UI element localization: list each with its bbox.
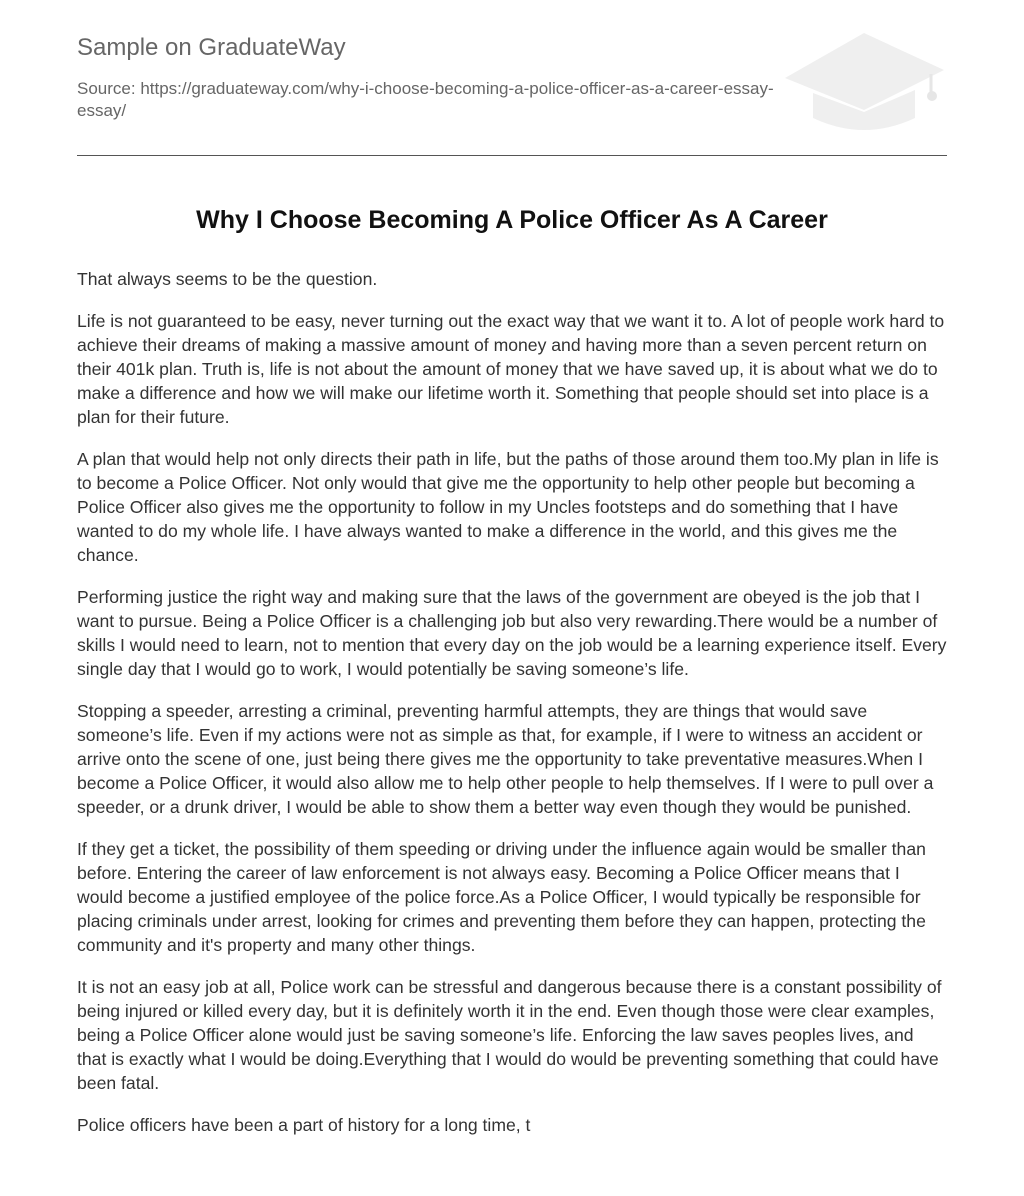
paragraph: If they get a ticket, the possibility of them speeding or driving under the influence again would be smaller than before. Entering the career of law enforcement is not always easy. Becoming a Police Officer means that I would become a justified employee of the police force.As a Police Officer, I would typically be responsible for placing criminals under arrest, looking for crimes and preventing them before they can happen, protecting the community and it's property and many other things. (77, 839, 926, 955)
page (77, 0, 947, 1135)
paragraph: Performing justice the right way and making sure that the laws of the government are obeyed is the job that I want to pursue. Being a Police Officer is a challenging job but also very rewarding.There would be a number of skills I would need to learn, not to mention that every day on the job would be a learning experience itself. Every single day that I would go to work, I would potentially be saving someone’s life. (77, 587, 947, 679)
header (77, 0, 947, 156)
paragraph: It is not an easy job at all, Police work can be stressful and dangerous because there is a constant possibility of being injured or killed every day, but it is definitely worth it in the end. Even though those were clear examples, being a Police Officer alone would just be saving someone’s life. Enforcing the law saves peoples lives, and that is exactly what I would be doing.Everything that I would do would be preventing something that could have been fatal. (77, 977, 942, 1093)
source-label: Source: (77, 79, 141, 98)
graduation-cap-icon (781, 30, 947, 132)
paragraph: Stopping a speeder, arresting a criminal, preventing harmful attempts, they are things that would save someone’s life. Even if my actions were not as simple as that, for example, if I were to witness an accident or arrive onto the scene of one, just being there gives me the opportunity to take preventative measures.When I become a Police Officer, it would also allow me to help other people to help themselves. If I were to pull over a speeder, or a drunk driver, I would be able to show them a better way even though they would be punished. (77, 701, 934, 817)
paragraph: That always seems to be the question. (77, 269, 378, 289)
site-title: Sample on GraduateWay (77, 34, 346, 61)
source-link[interactable]: https://graduateway.com/why-i-choose-becoming-a-police-officer-as-a-career-essay-essay/ (77, 79, 774, 120)
document-title: Why I Choose Becoming A Police Officer As A Career (196, 206, 828, 234)
paragraph: Police officers have been a part of history for a long time, t (77, 1115, 531, 1135)
document-body (77, 267, 947, 1155)
source-line (77, 78, 777, 122)
paragraph: Life is not guaranteed to be easy, never turning out the exact way that we want it to. A lot of people work hard to achieve their dreams of making a massive amount of money and having more than a seven percent return on their 401k plan. Truth is, life is not about the amount of money that we have saved up, it is about what we do to make a difference and how we will make our lifetime worth it. Something that people should set into place is a plan for their future. (77, 311, 945, 427)
paragraph: A plan that would help not only directs their path in life, but the paths of those around them too.My plan in life is to become a Police Officer. Not only would that give me the opportunity to help other people but becoming a Police Officer also gives me the opportunity to follow in my Uncles footsteps and do something that I have wanted to do my whole life. I have always wanted to make a difference in the world, and this gives me the chance. (77, 449, 939, 565)
